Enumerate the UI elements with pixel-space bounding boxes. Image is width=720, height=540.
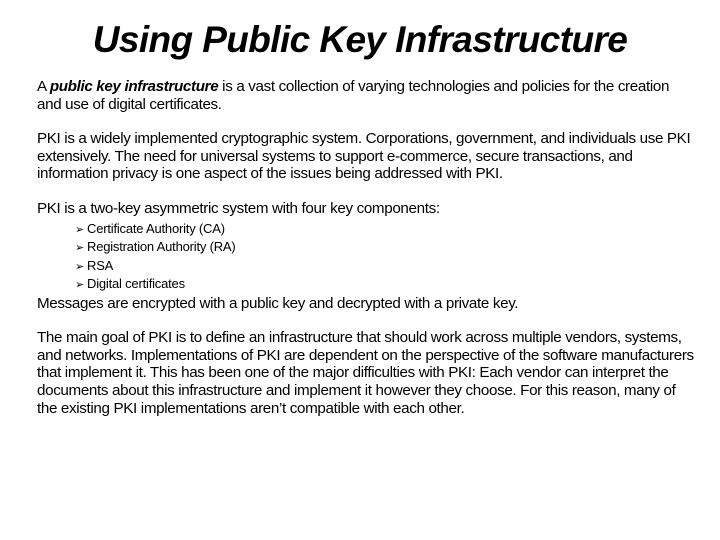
list-item-label: Registration Authority (RA) xyxy=(87,239,236,255)
list-item xyxy=(75,275,697,294)
intro-emphasis: public key infrastructure xyxy=(49,78,219,95)
arrowhead-bullet-icon: ➢ xyxy=(75,222,85,236)
slide-body xyxy=(37,78,697,417)
components-intro-paragraph: PKI is a two-key asymmetric system with four key components: xyxy=(37,199,440,217)
arrowhead-bullet-icon: ➢ xyxy=(75,259,85,273)
pki-overview-paragraph: PKI is a widely implemented cryptographic system. Corporations, government, and individuals use PKI extensively. The need for universal systems to support e-commerce, secure transactions, and information privacy is one aspect of the issues being addressed with PKI. xyxy=(37,130,691,183)
list-item xyxy=(75,238,697,257)
list-item-label: Digital certificates xyxy=(87,276,185,292)
slide-title: Using Public Key Infrastructure xyxy=(92,19,628,60)
encryption-paragraph: Messages are encrypted with a public key and decrypted with a private key. xyxy=(37,294,519,312)
intro-paragraph xyxy=(37,78,697,113)
list-item-label: Certificate Authority (CA) xyxy=(87,220,225,236)
intro-prefix: A xyxy=(37,78,50,95)
main-goal-paragraph: The main goal of PKI is to define an infrastructure that should work across multiple vendors, systems, and networks. Implementations of PKI are dependent on the perspective of the software manufacturers that implement it. This has been one of the major difficulties with PKI: Each vendor can interpret the documents about this infrastructure and implement it however they choose. For this reason, many of the existing PKI implementations aren’t compatible with each other. xyxy=(37,329,694,417)
list-item xyxy=(75,220,697,239)
list-item xyxy=(75,257,697,276)
components-list xyxy=(37,220,697,294)
arrowhead-bullet-icon: ➢ xyxy=(75,241,85,255)
intro-suffix: is a vast collection of varying technologies and policies for the creation and use of digital certificates. xyxy=(37,78,670,113)
arrowhead-bullet-icon: ➢ xyxy=(75,278,85,292)
list-item-label: RSA xyxy=(87,257,114,273)
